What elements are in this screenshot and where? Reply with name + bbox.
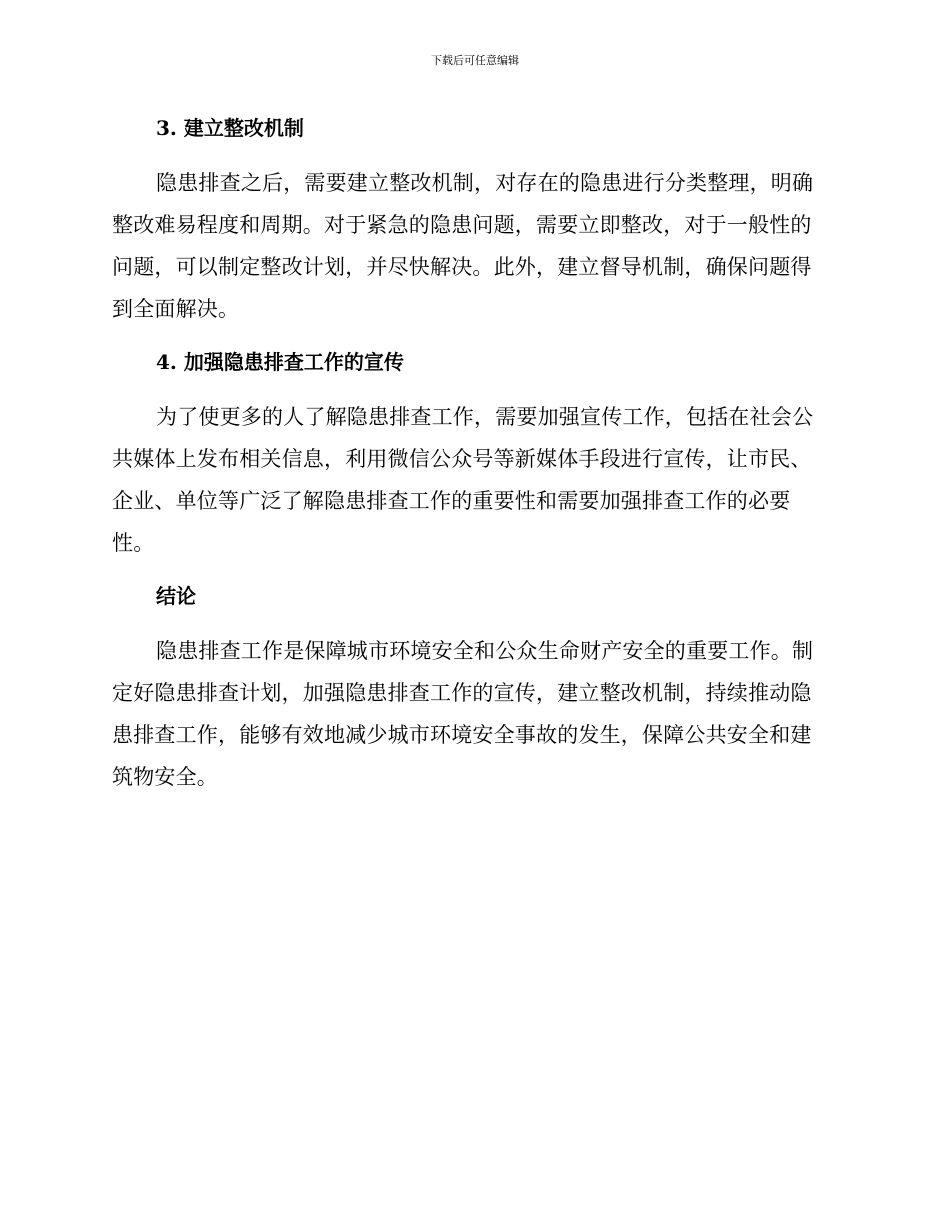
section-heading: 4. 加强隐患排查工作的宣传	[156, 350, 404, 374]
section-heading: 3. 建立整改机制	[156, 116, 304, 140]
section-paragraph: 隐患排查之后，需要建立整改机制，对存在的隐患进行分类整理，明确整改难易程度和周期。对于紧急的隐患问题，需要立即整改，对于一般性的问题，可以制定整改计划，并尽快解决。此外，建立督导机制，确保问题得到全面解决。	[112, 171, 814, 321]
section-conclusion	[112, 578, 832, 798]
section-publicity	[112, 344, 832, 564]
section-rectification-mechanism	[112, 110, 832, 330]
page-header-note: 下载后可任意编辑	[431, 54, 519, 67]
section-heading: 结论	[156, 584, 196, 608]
document-body	[112, 110, 832, 812]
section-paragraph: 隐患排查工作是保障城市环境安全和公众生命财产安全的重要工作。制定好隐患排查计划，加强隐患排查工作的宣传，建立整改机制，持续推动隐患排查工作，能够有效地减少城市环境安全事故的发生，保障公共安全和建筑物安全。	[112, 639, 814, 789]
section-paragraph: 为了使更多的人了解隐患排查工作，需要加强宣传工作，包括在社会公共媒体上发布相关信息，利用微信公众号等新媒体手段进行宣传，让市民、企业、单位等广泛了解隐患排查工作的重要性和需要加强排查工作的必要性。	[112, 405, 814, 555]
